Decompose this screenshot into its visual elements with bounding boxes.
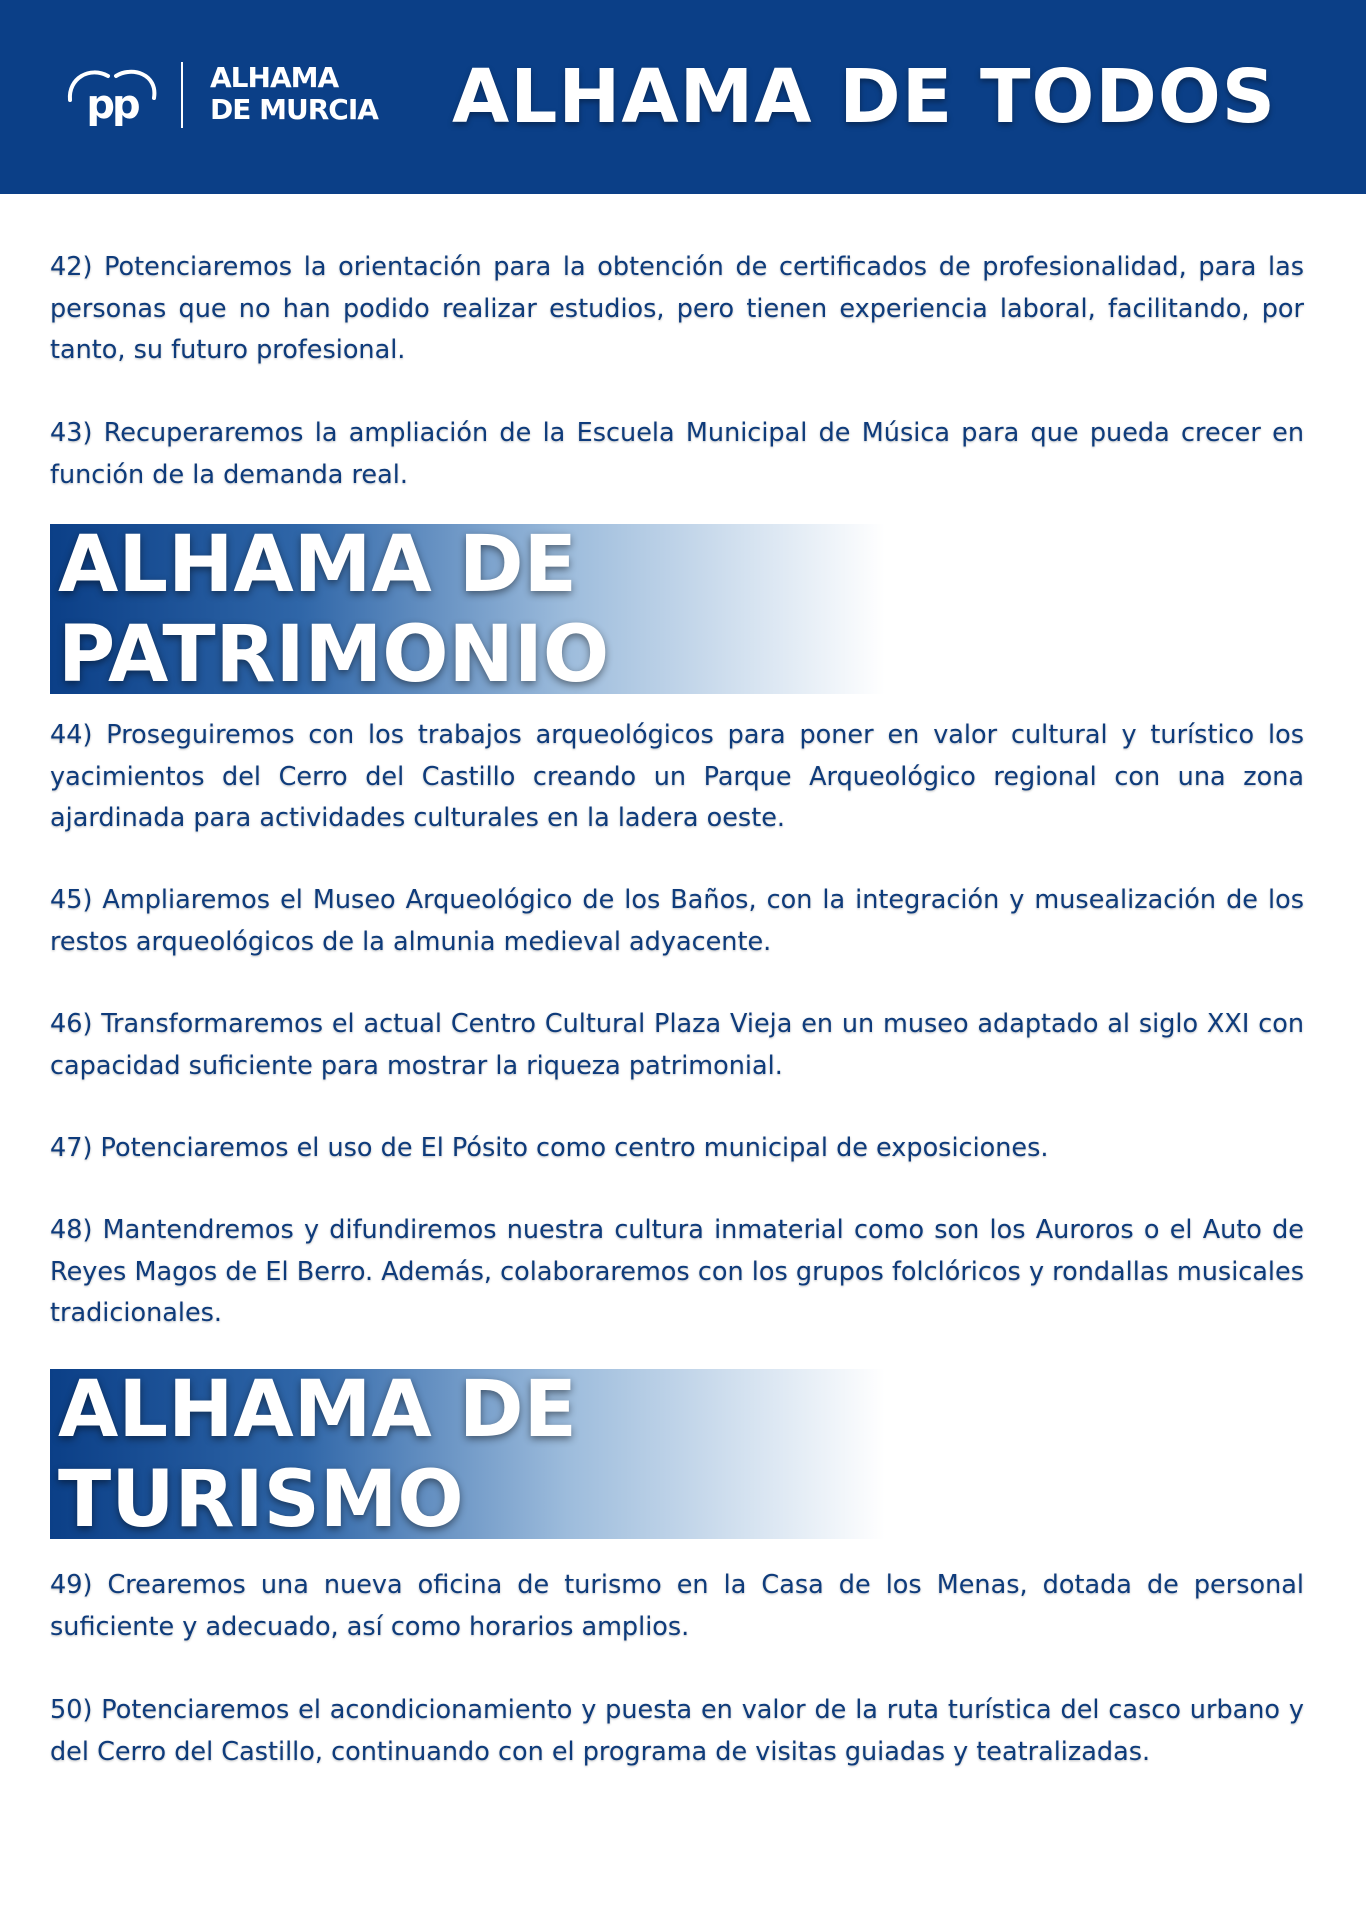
proposal-50: 50) Potenciaremos el acondicionamiento y puesta en valor de la ruta turística del casco urbano y del Cerro del Castillo, continuando con el programa de visitas guiadas y teatralizadas. bbox=[50, 1695, 1304, 1767]
proposal-43: 43) Recuperaremos la ampliación de la Escuela Municipal de Música para que pueda crecer en función de la demanda real. bbox=[50, 418, 1304, 490]
section-title-turismo bbox=[58, 1365, 577, 1545]
proposal-44: 44) Proseguiremos con los trabajos arqueológicos para poner en valor cultural y turístico los yacimientos del Cerro del Castillo creando un Parque Arqueológico regional con una zona ajardinada para actividades culturales en la ladera oeste. bbox=[50, 720, 1304, 833]
proposal-45: 45) Ampliaremos el Museo Arqueológico de los Baños, con la integración y musealización de los restos arqueológicos de la almunia medieval adyacente. bbox=[50, 885, 1304, 957]
town-line-2: DE MURCIA bbox=[210, 93, 378, 126]
proposal-42: 42) Potenciaremos la orientación para la obtención de certificados de profesionalidad, para las personas que no han podido realizar estudios, pero tienen experiencia laboral, facilitando, por tanto, su futuro profesional. bbox=[50, 252, 1304, 365]
section-title-line-1: ALHAMA DE bbox=[58, 1365, 577, 1455]
logo-divider bbox=[181, 62, 183, 128]
page-title: ALHAMA DE TODOS bbox=[452, 54, 1277, 140]
section-title-line-1: ALHAMA DE bbox=[58, 520, 577, 610]
proposal-48: 48) Mantendremos y difundiremos nuestra cultura inmaterial como son los Auroros o el Auto de Reyes Magos de El Berro. Además, colaboraremos con los grupos folclóricos y rondallas musicales tradicionales. bbox=[50, 1215, 1304, 1328]
proposal-49: 49) Crearemos una nueva oficina de turismo en la Casa de los Menas, dotada de personal suficiente y adecuado, así como horarios amplios. bbox=[50, 1570, 1304, 1642]
header-banner bbox=[0, 0, 1366, 194]
section-banner-patrimonio bbox=[50, 520, 885, 700]
town-name bbox=[210, 62, 378, 126]
town-line-1: ALHAMA bbox=[210, 61, 339, 94]
pp-logo-icon bbox=[64, 64, 160, 126]
section-title-line-2: TURISMO bbox=[58, 1455, 464, 1545]
proposal-47: 47) Potenciaremos el uso de El Pósito como centro municipal de exposiciones. bbox=[50, 1133, 1049, 1163]
section-title-patrimonio bbox=[58, 520, 609, 700]
logo-text: pp bbox=[86, 82, 138, 126]
section-banner-turismo bbox=[50, 1365, 885, 1545]
proposal-46: 46) Transformaremos el actual Centro Cultural Plaza Vieja en un museo adaptado al siglo XXI con capacidad suficiente para mostrar la riqueza patrimonial. bbox=[50, 1009, 1304, 1081]
section-title-line-2: PATRIMONIO bbox=[58, 610, 610, 700]
